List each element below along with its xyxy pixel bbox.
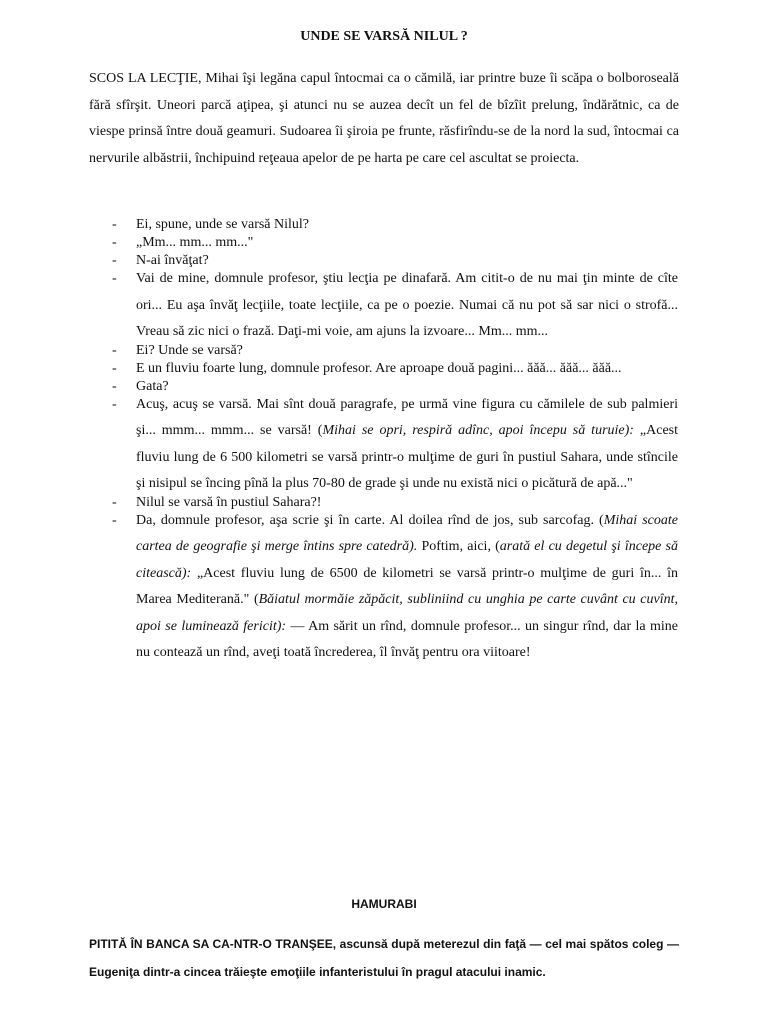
dialogue-line: - Gata? — [112, 378, 678, 396]
story-title: UNDE SE VARSĂ NILUL ? — [300, 29, 468, 44]
story-intro-paragraph: SCOS LA LECŢIE, Mihai îşi legăna capul întocmai ca o cămilă, iar printre buze îi scăpa o bolboroseală fără sfîrşit. Uneori parcă aţipea, şi atunci nu se auzea decît un fel de bîzîit prelung, îndărătnic, ca de viespe prinsă între două geamuri. Sudoarea îi şiroia pe frunte, răsfirîndu-se de la nord la sud, întocmai ca nervurile albăstrii, închipuind reţeaua apelor de pe harta pe care cel ascultat se proiecta. — [89, 71, 679, 166]
dialogue-text: Acuş, acuş se varsă. Mai sînt două paragrafe, pe urmă vine figura cu cămilele de sub palmieri şi... mmm... mmm... se varsă! ( — [136, 396, 678, 438]
dialogue-text: Poftim, aici, ( — [417, 539, 500, 554]
dialogue-line: - Nilul se varsă în pustiul Sahara?! — [112, 494, 678, 512]
dialogue-text: Da, domnule profesor, aşa scrie şi în carte. Al doilea rînd de jos, sub sarcofag. ( — [136, 512, 604, 528]
dialogue-line: - Ei, spune, unde se varsă Nilul? — [112, 216, 678, 234]
stage-direction: Mihai scoate cartea de geografie şi merge întins spre catedră). — [136, 512, 678, 554]
dialogue-line — [112, 392, 678, 498]
dialogue-line: - „Mm... mm... mm..." — [112, 234, 678, 252]
dialogue-text: „Acest fluviu lung de 6 500 kilometri se varsă printr-o mulţime de guri în pustiul Sahara, unde stîncile şi nisipul se încing pînă la plus 70-80 de grade şi unde nu există nici o picătură de apă..." — [136, 423, 678, 491]
dialogue-line: - E un fluviu foarte lung, domnule profesor. Are aproape două pagini... ăăă... ăăă... ăăă... — [112, 360, 678, 378]
stage-direction: Băiatul mormăie zăpăcit, subliniind cu unghia pe carte cuvânt cu cuvînt, apoi se luminează fericit): — [136, 592, 679, 634]
dialogue-list — [112, 216, 678, 663]
dialogue-line: - Ei? Unde se varsă? — [112, 342, 678, 360]
dialogue-line — [112, 508, 678, 667]
dialogue-line: - Vai de mine, domnule profesor, ştiu lecţia pe dinafară. Am citit-o de nu mai ţin minte de cîte ori... Eu aşa învăţ lecţiile, toate lecţiile, ca pe o poezie. Numai că nu pot să sar nici o strofă... Vreau să zic nici o frază. Daţi-mi voie, am ajuns la izvoare... Mm... mm... — [112, 266, 678, 346]
stage-direction: arată el cu degetul şi începe să citească): — [136, 539, 678, 581]
stage-direction: Mihai se opri, respiră adînc, apoi începu să turuie): — [322, 423, 634, 438]
dialogue-line: - N-ai învăţat? — [112, 252, 678, 270]
dialogue-text: — Am sărit un rînd, domnule profesor... un singur rînd, dar la mine nu contează un rînd, aveţi toată încrederea, îl învăţ pentru ora viitoare! — [136, 618, 678, 660]
dialogue-text: „Acest fluviu lung de 6500 de kilometri se varsă printr-o mulţime de guri în... în Marea Mediterană." ( — [136, 565, 678, 607]
story-intro-paragraph: PITITĂ ÎN BANCA SA CA-NTR-O TRANŞEE, ascunsă după meterezul din faţă — cel mai spătos coleg — Eugeniţa dintr-a cincea trăieşte emoţiile infanteristului în pragul atacului inamic. — [89, 937, 679, 979]
story-title: HAMURABI — [351, 897, 417, 911]
